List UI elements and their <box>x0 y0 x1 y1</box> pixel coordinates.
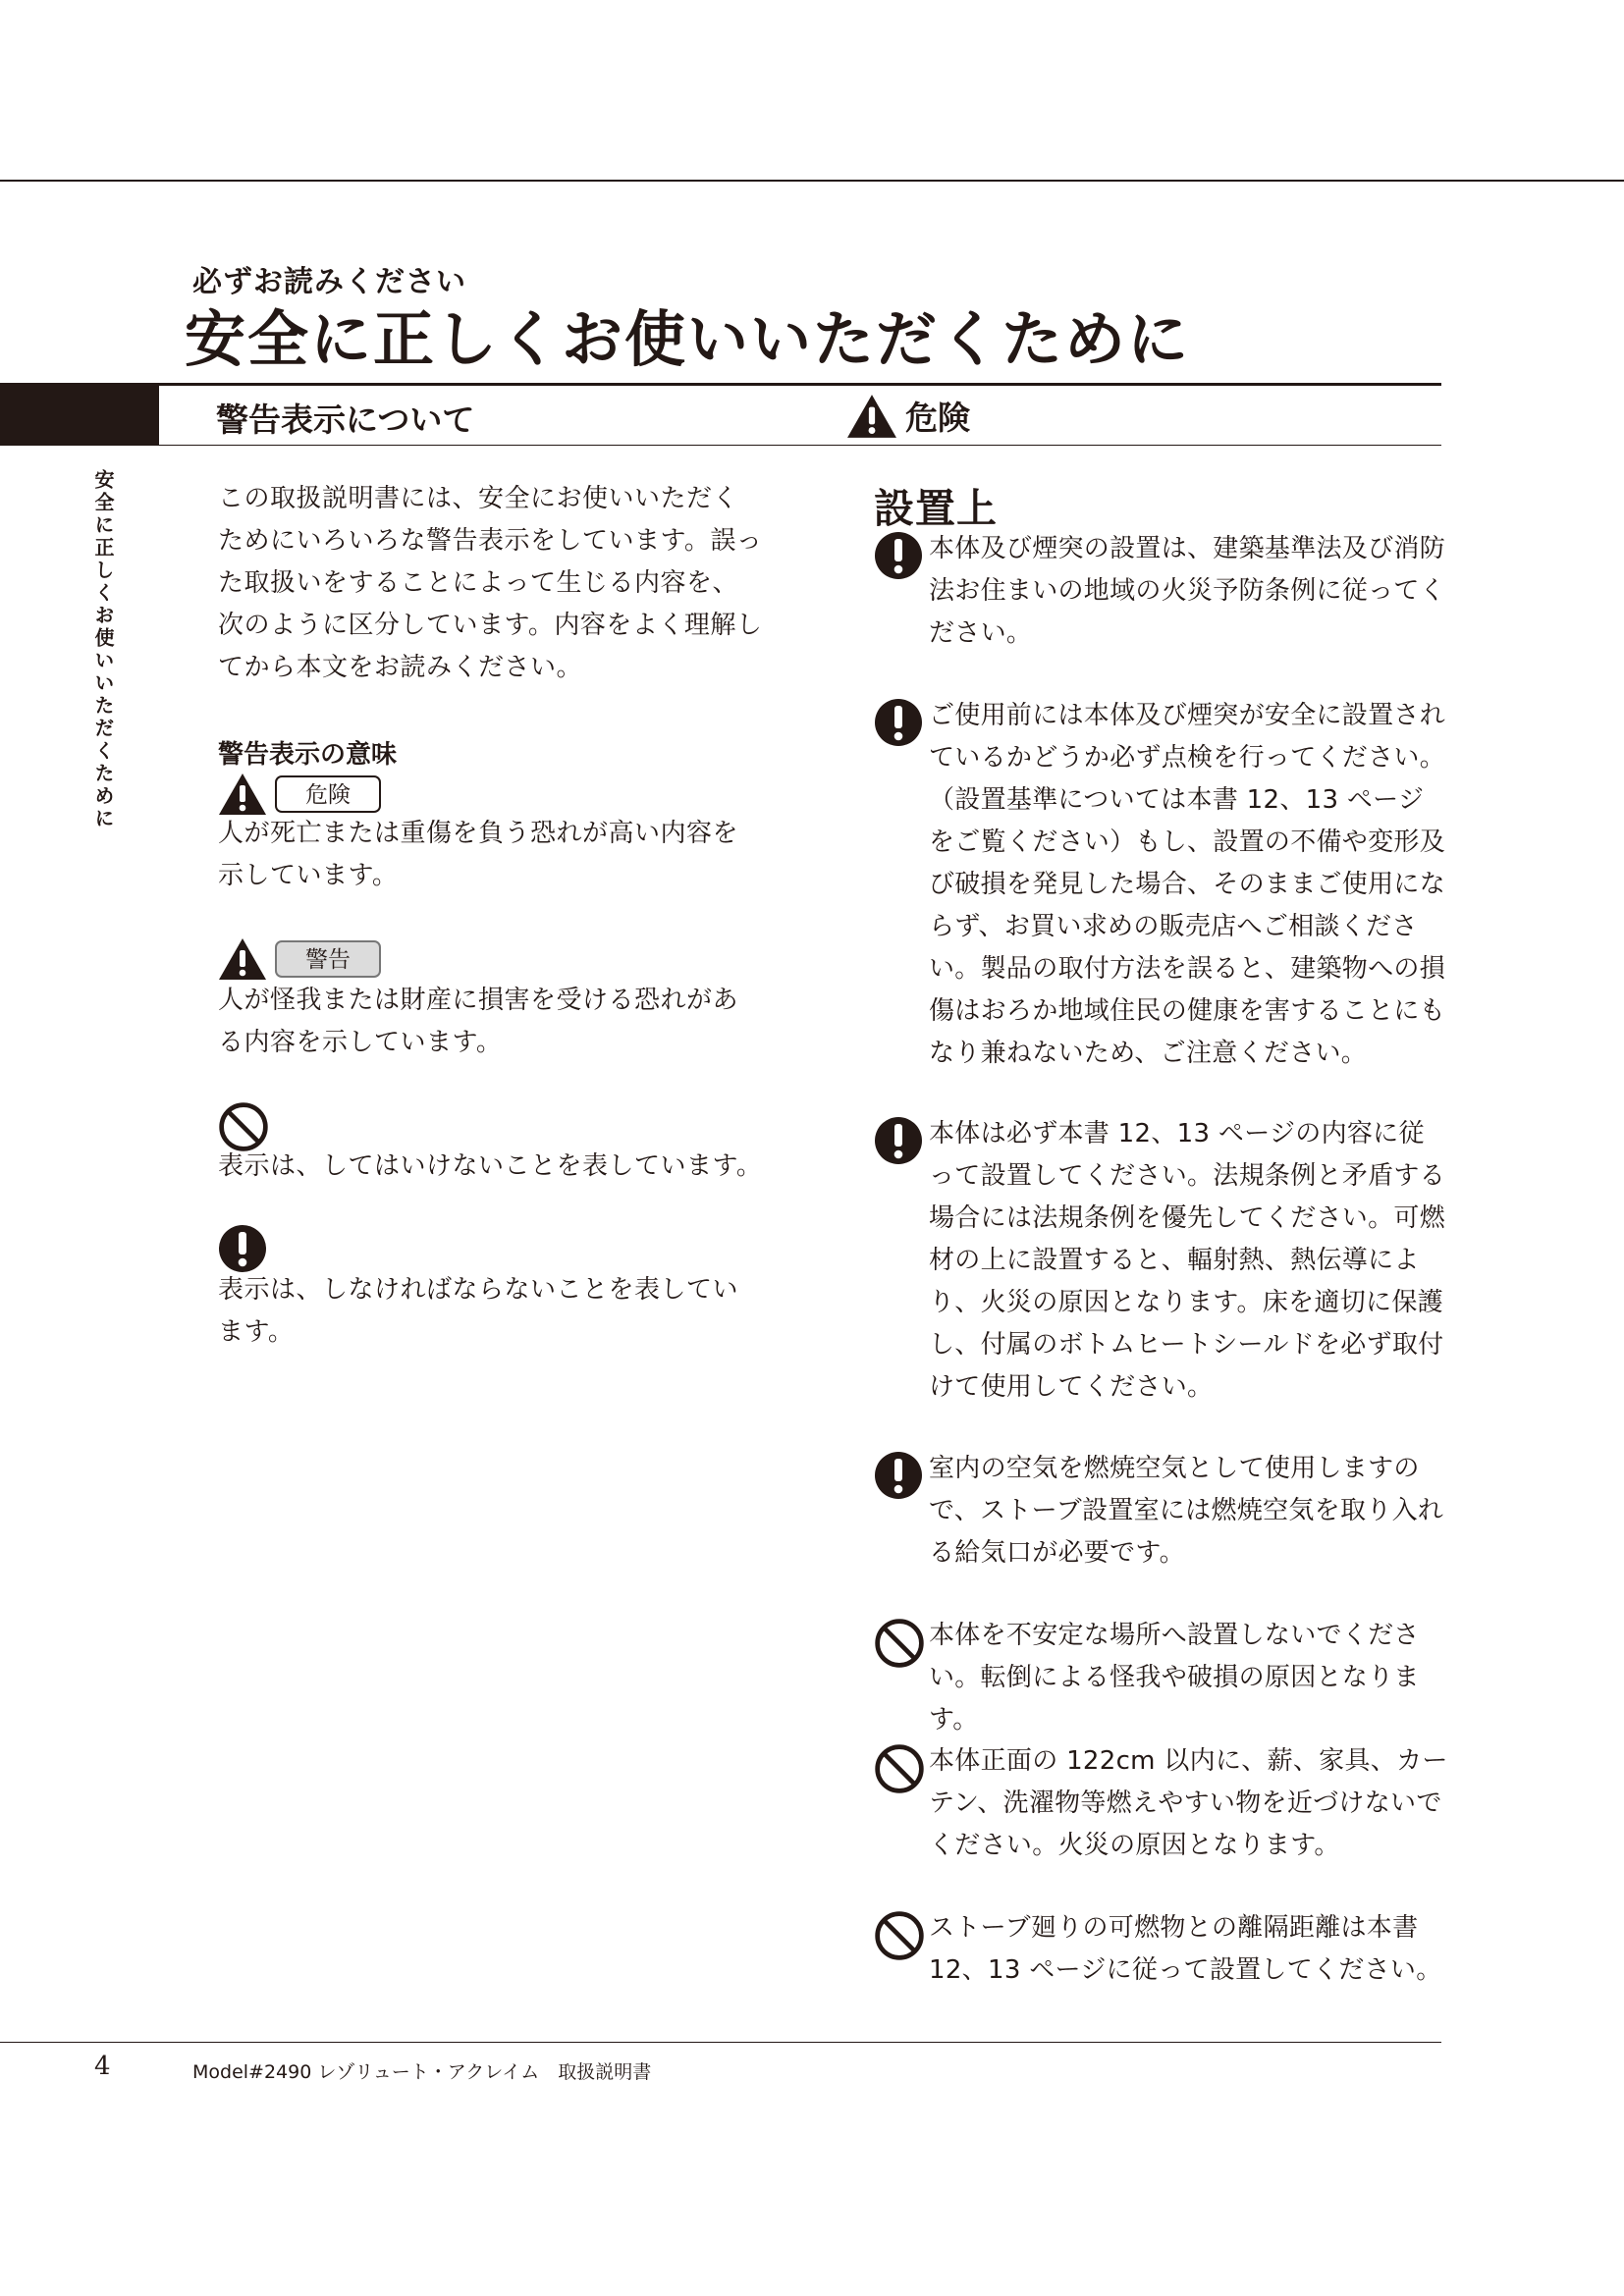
prohibition-description: 表示は、してはいけないことを表しています。 <box>218 1151 763 1181</box>
title-rule <box>159 383 1441 386</box>
list-item-text: ご使用前には本体及び煙突が安全に設置されているかどうか必ず点検を行ってください。（設置基準については本書 12、13 ページをご覧ください）もし、設置の不備や変形及び破損を発見した場合、そのままご使用にならず、お買い求めの販売店へご相談ください。製品の取付方法を誤ると、建築物への損傷はおろか地域住民の健康を害することにもなり兼ねないため、ご注意ください。 <box>929 701 1446 1068</box>
list-item-text: 本体及び煙突の設置は、建築基準法及び消防法お住まいの地域の火災予防条例に従ってください。 <box>929 534 1446 648</box>
list-item-text: ストーブ廻りの可燃物との離隔距離は本書 12、13 ページに従って設置してください。 <box>929 1913 1442 1985</box>
page-title: 安全に正しくお使いいただくために <box>185 303 1191 375</box>
exclamation-circle-icon <box>874 1451 923 1500</box>
danger-label: 危険 <box>275 775 381 813</box>
subsection-heading: 設置上 <box>874 485 998 532</box>
prohibition-icon <box>874 1743 925 1794</box>
warning-triangle-icon <box>846 394 897 439</box>
exclamation-circle-icon <box>874 698 923 747</box>
right-section-title <box>846 393 970 439</box>
side-vertical-title: 安全に正しくお使いいただくために <box>91 469 115 830</box>
right-section-label: 危険 <box>905 399 970 437</box>
top-rule <box>0 180 1624 182</box>
mandatory-description: 表示は、しなければならないことを表しています。 <box>218 1275 739 1347</box>
page-number: 4 <box>94 2052 111 2081</box>
intro-paragraph: この取扱説明書には、安全にお使いいただくためにいろいろな警告表示をしています。誤った取扱いをすることによって生じる内容を、次のように区分しています。内容をよく理解してから本文をお読みください。 <box>218 484 763 682</box>
list-item-text: 本体正面の 122cm 以内に、薪、家具、カーテン、洗濯物等燃えやすい物を近づけないでください。火災の原因となります。 <box>929 1746 1448 1860</box>
prohibition-icon <box>874 1910 925 1961</box>
exclamation-circle-icon <box>874 1116 923 1165</box>
warning-description: 人が怪我または財産に損害を受ける恐れがある内容を示しています。 <box>218 986 739 1057</box>
footer-rule <box>0 2042 1441 2043</box>
exclamation-circle-icon <box>874 531 923 580</box>
header-rule <box>159 445 1441 446</box>
section-tab-block <box>0 383 159 446</box>
warning-triangle-icon <box>218 937 267 981</box>
list-item-text: 本体は必ず本書 12、13 ページの内容に従って設置してください。法規条例と矛盾する場合には法規条例を優先してください。可燃材の上に設置すると、輻射熱、熱伝導により、火災の原因となります。床を適切に保護し、付属のボトムヒートシールドを必ず取付けて使用してください。 <box>929 1119 1446 1402</box>
danger-label-row <box>218 773 764 816</box>
warning-label-row <box>218 937 764 981</box>
list-item-text: 本体を不安定な場所へ設置しないでください。転倒による怪我や破損の原因となります。 <box>929 1621 1420 1735</box>
warning-triangle-icon <box>218 773 267 816</box>
prohibition-icon <box>874 1618 925 1669</box>
footer-text: Model#2490 レゾリュート・アクレイム 取扱説明書 <box>192 2061 652 2083</box>
pre-title: 必ずお読みください <box>192 265 466 299</box>
list-item-text: 室内の空気を燃焼空気として使用しますので、ストーブ設置室には燃焼空気を取り入れる給気口が必要です。 <box>929 1454 1444 1568</box>
warning-label: 警告 <box>275 940 381 978</box>
danger-description: 人が死亡または重傷を負う恐れが高い内容を示しています。 <box>218 819 739 890</box>
left-section-title: 警告表示について <box>216 400 475 439</box>
meaning-heading: 警告表示の意味 <box>218 740 398 770</box>
